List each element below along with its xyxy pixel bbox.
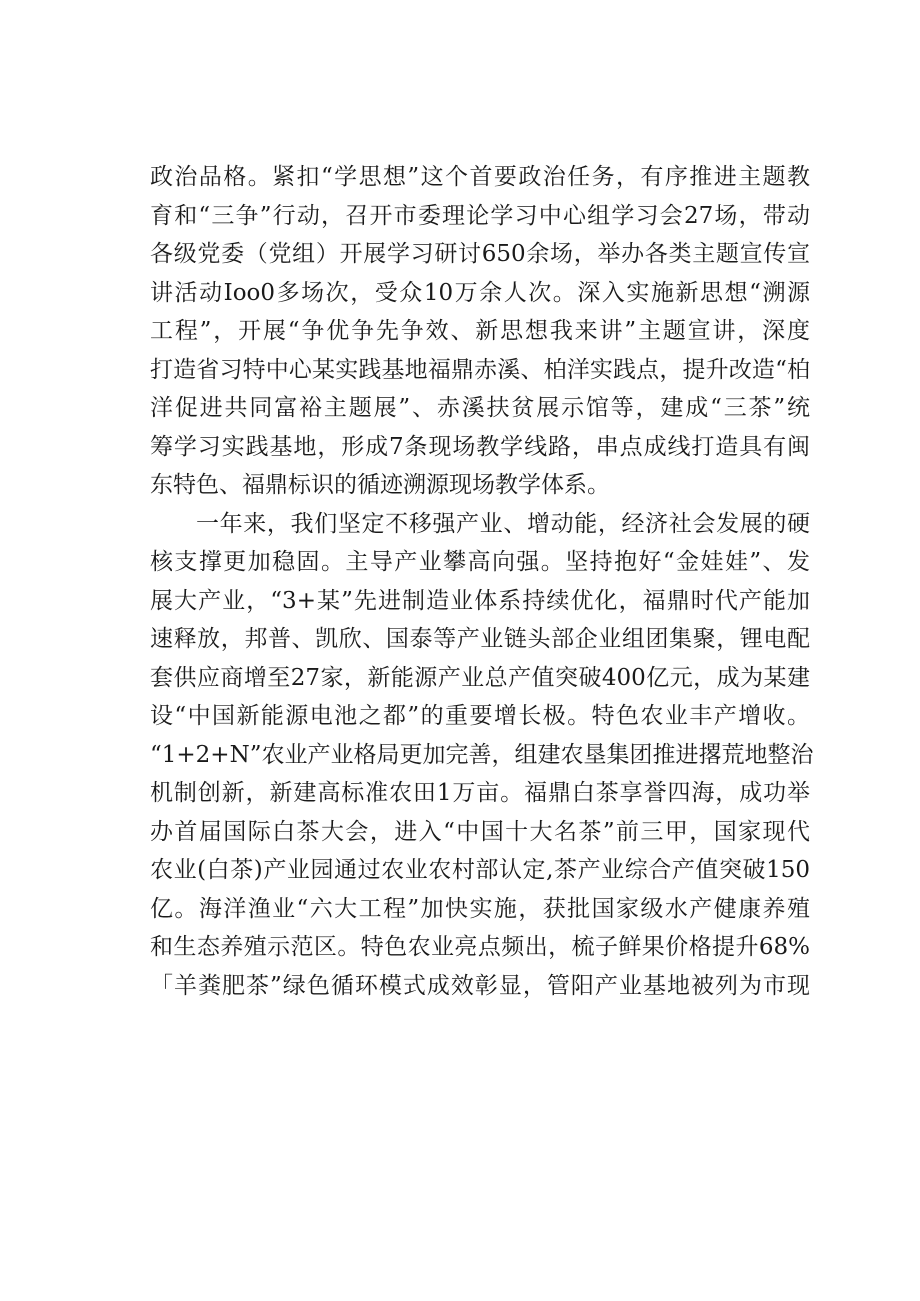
text-line: 筹学习实践基地，形成7条现场教学线路，串点成线打造具有闽 [150,433,810,460]
text-line: 农业(白茶)产业园通过农业农村部认定,茶产业综合产值突破150 [150,857,810,883]
text-line: 讲活动Ioo0多场次，受众10万余人次。深入实施新思想“溯源 [150,279,810,306]
text-line: 核支撑更加稳固。主导产业攀高向强。坚持抱好“金娃娃”、发 [150,549,810,575]
text-line: 政治品格。紧扣“学思想”这个首要政治任务，有序推进主题教 [150,164,810,190]
text-line: 机制创新，新建高标准农田1万亩。福鼎白茶享誉四海，成功举 [150,780,810,806]
paragraph-2 [150,505,814,1006]
text-line: 东特色、福鼎标识的循迹溯源现场教学体系。 [150,472,610,498]
text-line: 套供应商增至27家，新能源产业总产值突破400亿元，成为某建 [150,664,810,691]
text-line: 亿。海洋渔业“六大工程”加快实施，获批国家级水产健康养殖 [150,895,810,922]
text-line: 「羊粪肥茶”绿色循环模式成效彰显，管阳产业基地被列为市现 [150,972,810,999]
text-line: 各级党委（党组）开展学习研讨650余场，举办各类主题宣传宣 [150,241,810,267]
text-line: 速释放，邦普、凯欣、国泰等产业链头部企业组团集聚，锂电配 [150,626,810,652]
body-text [150,158,814,1005]
text-line: 洋促进共同富裕主题展”、赤溪扶贫展示馆等，建成“三茶”统 [150,395,810,421]
text-line: 设“中国新能源电池之都”的重要增长极。特色农业丰产增收。 [150,703,810,729]
paragraph-1 [150,158,810,505]
text-line: 育和“三争”行动，召开市委理论学习中心组学习会27场，带动 [150,202,810,229]
text-line: 办首届国际白茶大会，进入“中国十大名茶”前三甲，国家现代 [150,818,810,845]
text-line: 打造省习特中心某实践基地福鼎赤溪、柏洋实践点，提升改造“柏 [150,356,810,383]
text-line: “1+2+N”农业产业格局更加完善，组建农垦集团推进撂荒地整治 [150,741,814,768]
text-line: 工程”，开展“争优争先争效、新思想我来讲”主题宣讲，深度 [150,318,810,344]
text-line: 一年来，我们坚定不移强产业、增动能，经济社会发展的硬 [196,510,810,537]
text-line: 展大产业，“3+某”先进制造业体系持续优化，福鼎时代产能加 [150,587,810,614]
text-line: 和生态养殖示范区。特色农业亮点频出，梳子鲜果价格提升68% [150,934,810,960]
